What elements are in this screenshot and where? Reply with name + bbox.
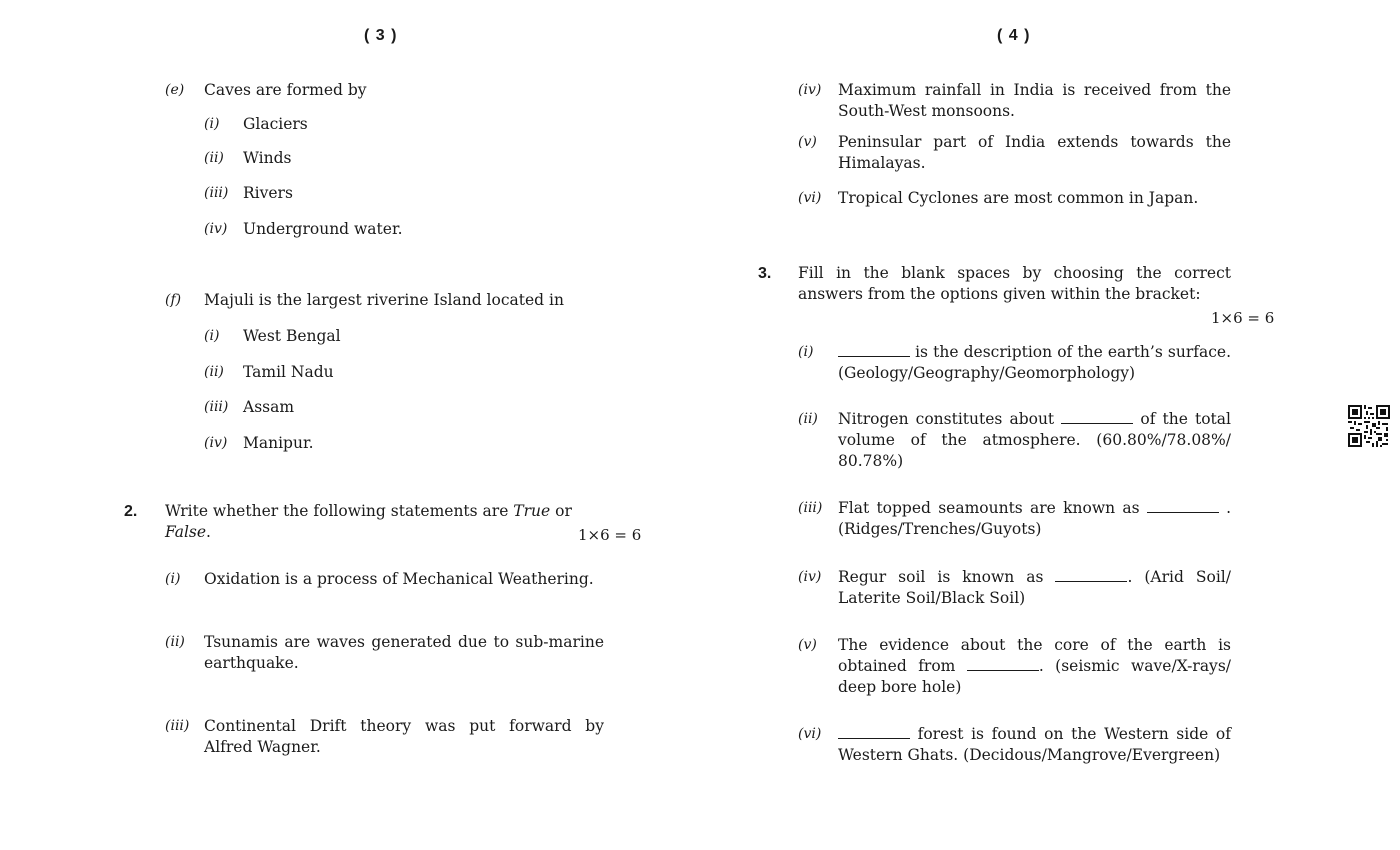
right-page-number: ( 4 ) [997,27,1031,44]
question-text: Write whether the following statements are True or False. [165,502,572,541]
item-text: forest is found on the Western side of Western Ghats. (Decidous/Mangrove/Evergreen) [838,725,1231,764]
option-label: (i) [204,328,220,344]
item-label: (vi) [798,190,822,206]
true-word: True [513,502,551,520]
item-text: Tsunamis are waves generated due to sub-marine earthquake. [204,633,604,672]
item-text: Tropical Cyclones are most common in Japan. [838,189,1199,207]
option-text: Tamil Nadu [243,363,334,381]
item-text: Peninsular part of India extends towards the Himalayas. [838,133,1231,172]
question-number: 3. [758,265,772,282]
option-label: (ii) [204,150,224,166]
option-label: (iii) [204,185,229,201]
item-label: (i) [165,571,181,587]
blank-line[interactable] [838,342,910,357]
item-text: Nitrogen constitutes about of the total volume of the atmosphere. (60.80%/78.08%/ 80.78%) [838,410,1231,470]
option-text: West Bengal [243,327,341,345]
blank-line[interactable] [1061,409,1133,424]
item-text: Flat topped seamounts are known as . (Ridges/Trenches/Guyots) [838,499,1232,538]
item-text: Oxidation is a process of Mechanical Weathering. [204,570,594,588]
option-text: Underground water. [243,220,403,238]
blank-line[interactable] [967,656,1039,671]
item-label: (iii) [798,500,823,516]
false-word: False [165,523,207,541]
item-label: (ii) [165,634,185,650]
item-text: Maximum rainfall in India is received from the South-West monsoons. [838,81,1231,120]
option-label: (iv) [204,221,228,237]
question-label: (f) [165,292,182,308]
option-text: Winds [243,149,292,167]
option-label: (i) [204,116,220,132]
option-text: Glaciers [243,115,308,133]
left-page-number: ( 3 ) [364,27,398,44]
blank-line[interactable] [1055,567,1127,582]
marks: 1×6 = 6 [1211,309,1275,327]
item-text: Continental Drift theory was put forward by Alfred Wagner. [204,717,604,756]
marks: 1×6 = 6 [578,526,642,544]
item-label: (v) [798,134,817,150]
question-label: (e) [165,82,185,98]
option-label: (ii) [204,364,224,380]
item-text: Regur soil is known as . (Arid Soil/ Laterite Soil/Black Soil) [838,568,1231,607]
item-label: (ii) [798,411,818,427]
question-text: Majuli is the largest riverine Island located in [204,291,564,309]
item-label: (v) [798,637,817,653]
blank-line[interactable] [838,724,910,739]
item-label: (iii) [165,718,190,734]
qr-code-icon [1348,405,1390,447]
option-label: (iv) [204,435,228,451]
question-number: 2. [124,503,138,520]
item-text: The evidence about the core of the earth is obtained from . (seismic wave/X-rays/ deep bore hole) [838,636,1231,696]
item-label: (iv) [798,569,822,585]
item-label: (i) [798,344,814,360]
item-label: (vi) [798,726,822,742]
option-label: (iii) [204,399,229,415]
question-text: Fill in the blank spaces by choosing the correct answers from the options given within the bracket: [798,264,1231,303]
option-text: Assam [243,398,295,416]
item-text: is the description of the earth’s surface. (Geology/Geography/Geomorphology) [838,343,1231,382]
item-label: (iv) [798,82,822,98]
option-text: Manipur. [243,434,314,452]
blank-line[interactable] [1147,498,1219,513]
question-text: Caves are formed by [204,81,367,99]
option-text: Rivers [243,184,293,202]
